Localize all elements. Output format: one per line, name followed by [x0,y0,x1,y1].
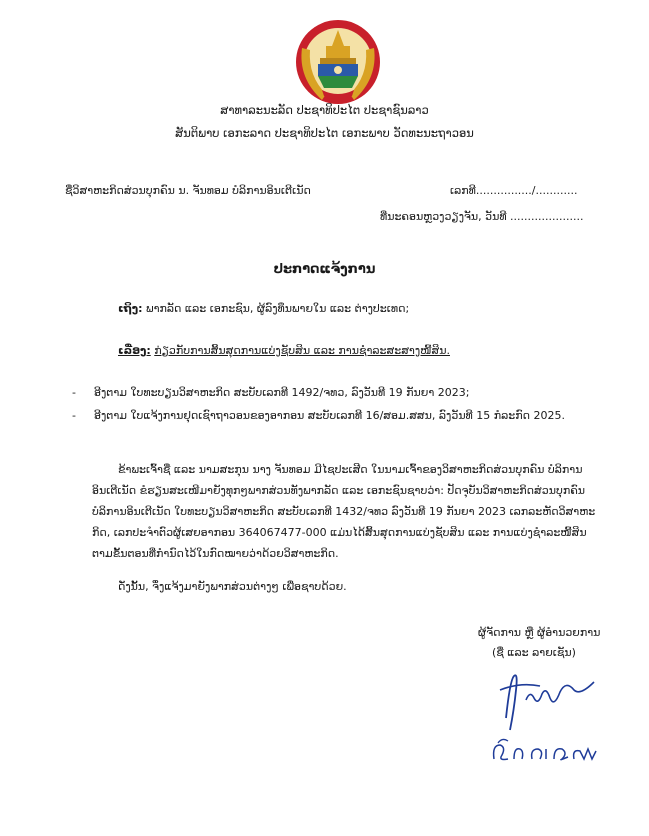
reference-text: ອີງຕາມ ໃບແຈ້ງການຢຸດເຊົາຖາວອນຂອງອາກອນ ສະບັບເລກທີ 16/ສອມ.ສສນ, ລົງວັນທີ 15 ກໍລະກົດ 2025. [94,409,565,422]
subject-text: ກ່ຽວກັບການສິ້ນສຸດການແບ່ງຊັບສິນ ແລະ ການຊຳລະສະສາງໜີ້ສິນ. [154,344,450,357]
closing-text: ດັ່ງນັ້ນ, ຈຶ່ງແຈ້ງມາຍັງພາກສ່ວນຕ່າງໆ ເພື່ອຊາບດ້ວຍ. [118,580,347,593]
signature-icon [470,660,610,740]
reference-item: - ອີງຕາມ ໃບທະບຽນວິສາຫະກິດ ສະບັບເລກທີ 1492/ຈທວ, ລົງວັນທີ 19 ກັນຍາ 2023; [72,386,470,399]
body-line: ກິດ, ເລກປະຈຳຕົວຜູ້ເສຍອາກອນ 364067477-000 ແມ່ນໄດ້ສິ້ນສຸດການແບ່ງຊັບສິນ ແລະ ການແບ່ງຊຳລະໜີ້ສິນ [92,526,587,539]
handwritten-name-icon [488,735,608,767]
organization-name: ຊື່ວິສາຫະກິດສ່ວນບຸກຄົນ ນ. ຈັນທອມ ບໍລິການອິນເຕີເນັດ [65,184,311,197]
body-line: ຂ້າພະເຈົ້າຊື່ ແລະ ນາມສະກຸນ ນາງ ຈັນທອມ ມີໄຊປະເສີດ ໃນນາມເຈົ້າຂອງວິສາຫະກິດສ່ວນບຸກຄົນ ບໍລິການ [118,463,583,476]
recipient-text: ພາກລັດ ແລະ ເອກະຊົນ, ຜູ້ລົງທຶນພາຍໃນ ແລະ ຕ່າງປະເທດ; [146,302,410,315]
signatory-title: ຜູ້ຈັດການ ຫຼື ຜູ້ອຳນວຍການ [478,626,601,639]
body-line: ອິນເຕີເນັດ ຂໍຮຽນສະເໜີມາຍັງທຸກໆພາກສ່ວນທັງພາກລັດ ແລະ ເອກະຊົນຊາບວ່າ: ປັດຈຸບັນວິສາຫະກິດສ່ວນບຸກຄົນ [92,484,586,497]
lao-national-emblem-icon [292,18,384,106]
body-line: ບໍລິການອິນເຕີເນັດ ໃບທະບຽນວິສາຫະກິດ ສະບັບເລກທີ 1432/ຈທວ ລົງວັນທີ 19 ກັນຍາ 2023 ເລກລະຫັດວິສາຫະ [92,505,596,518]
body-line: ຕາມຂັ້ນຕອນທີ່ກຳນົດໄວ້ໃນກົດໝາຍວ່າດ້ວຍວິສາຫະກິດ. [92,547,339,560]
national-motto: ສັນຕິພາບ ເອກະລາດ ປະຊາທິປະໄຕ ເອກະພາບ ວັດທະນະຖາວອນ [175,126,474,140]
subject-label: ເລື່ອງ: [118,344,151,357]
document-number: ເລກທີ................/............ [450,184,578,197]
document-title: ປະກາດແຈ້ງການ [273,262,376,277]
recipient-line [118,302,409,316]
signatory-note: (ຊື່ ແລະ ລາຍເຊັນ) [492,646,576,659]
reference-item: - ອີງຕາມ ໃບແຈ້ງການຢຸດເຊົາຖາວອນຂອງອາກອນ ສະບັບເລກທີ 16/ສອມ.ສສນ, ລົງວັນທີ 15 ກໍລະກົດ 2025. [72,409,565,422]
place-and-date: ທີ່ນະຄອນຫຼວງວຽງຈັນ, ວັນທີ ..................... [380,210,584,223]
subject-line [118,344,450,358]
country-name: ສາທາລະນະລັດ ປະຊາທິປະໄຕ ປະຊາຊົນລາວ [220,103,429,117]
reference-text: ອີງຕາມ ໃບທະບຽນວິສາຫະກິດ ສະບັບເລກທີ 1492/ຈທວ, ລົງວັນທີ 19 ກັນຍາ 2023; [94,386,470,399]
recipient-label: ເຖິງ: [118,302,143,315]
